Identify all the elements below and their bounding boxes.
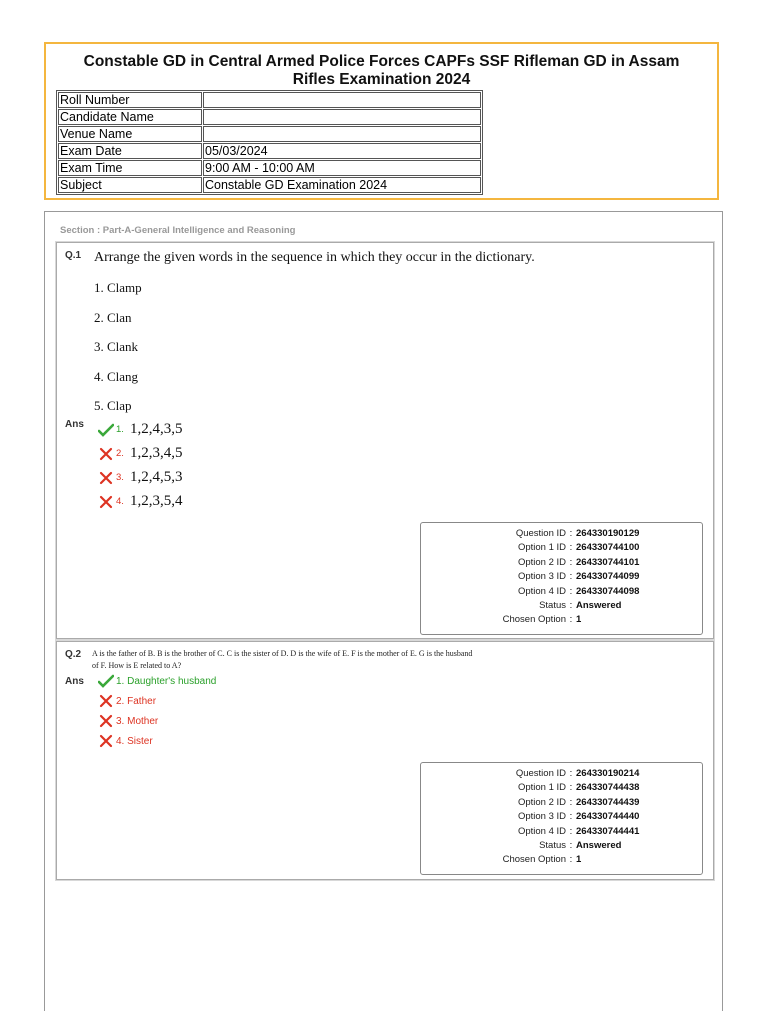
option-1: 1. Daughter's husband xyxy=(98,674,216,688)
meta-row: Option 2 ID : 264330744439 xyxy=(517,796,640,808)
exam-title: Constable GD in Central Armed Police Forces CAPFs SSF Rifleman GD in Assam Rifles Examination 2024 xyxy=(83,53,680,88)
meta-row: Option 4 ID : 264330744098 xyxy=(517,585,640,597)
list-item: 4. Clang xyxy=(94,369,139,384)
question-stem: Arrange the given words in the sequence in which they occur in the dictionary. xyxy=(94,250,535,265)
cross-icon xyxy=(98,495,114,509)
question-card-1 xyxy=(56,242,714,639)
answer-label: Ans xyxy=(65,419,84,430)
option-4: 4. Sister xyxy=(98,734,153,748)
meta-row: Option 4 ID : 264330744441 xyxy=(517,825,640,837)
question-stem: A is the father of B. B is the brother of C. C is the sister of D. D is the wife of E. F is the mother of E. G is the husband of F. How is E related to A? xyxy=(92,649,473,670)
cross-icon xyxy=(98,694,114,708)
option-3: 3. Mother xyxy=(98,714,158,728)
question-number: Q.2 xyxy=(65,649,82,660)
option-1: 1. 1,2,4,3,5 xyxy=(98,421,182,438)
question-number: Q.1 xyxy=(65,250,82,261)
option-4: 4. 1,2,3,5,4 xyxy=(98,493,182,510)
meta-row: Option 1 ID : 264330744438 xyxy=(517,782,640,794)
meta-row: Status : Answered xyxy=(539,840,622,852)
list-item: 1. Clamp xyxy=(94,280,142,295)
cross-icon xyxy=(98,471,114,485)
meta-row: Status : Answered xyxy=(539,600,622,612)
list-item: 2. Clan xyxy=(94,310,132,325)
meta-row: Chosen Option : 1 xyxy=(502,614,582,626)
answer-label: Ans xyxy=(65,676,84,687)
question-card-2 xyxy=(56,641,714,880)
option-2: 2. Father xyxy=(98,694,156,708)
cross-icon xyxy=(98,447,114,461)
check-icon xyxy=(98,674,114,688)
table-row: Exam Time 9:00 AM - 10:00 AM xyxy=(58,160,481,176)
response-sheet-panel xyxy=(44,211,723,1011)
meta-row: Option 3 ID : 264330744099 xyxy=(517,571,640,583)
table-row: Subject Constable GD Examination 2024 xyxy=(58,177,481,193)
question-meta-box xyxy=(420,522,703,635)
table-row: Venue Name xyxy=(58,126,481,142)
meta-row: Question ID : 264330190214 xyxy=(515,768,640,779)
table-row: Exam Date 05/03/2024 xyxy=(58,143,481,159)
meta-row: Option 1 ID : 264330744100 xyxy=(517,542,640,554)
table-row: Candidate Name xyxy=(58,109,481,125)
meta-row: Chosen Option : 1 xyxy=(502,854,582,866)
cross-icon xyxy=(98,734,114,748)
option-3: 3. 1,2,4,5,3 xyxy=(98,469,182,486)
meta-row: Option 3 ID : 264330744440 xyxy=(517,811,640,823)
table-row: Roll Number xyxy=(58,92,481,108)
meta-row: Question ID : 264330190129 xyxy=(515,528,640,539)
list-item: 3. Clank xyxy=(94,339,139,354)
question-meta-box xyxy=(420,762,703,875)
option-2: 2. 1,2,3,4,5 xyxy=(98,445,182,462)
check-icon xyxy=(98,423,114,437)
candidate-info-table xyxy=(56,90,483,195)
exam-header-box xyxy=(44,42,719,200)
cross-icon xyxy=(98,714,114,728)
meta-row: Option 2 ID : 264330744101 xyxy=(517,556,640,568)
section-heading: Section : Part-A-General Intelligence and Reasoning xyxy=(60,225,296,236)
list-item: 5. Clap xyxy=(94,398,132,413)
